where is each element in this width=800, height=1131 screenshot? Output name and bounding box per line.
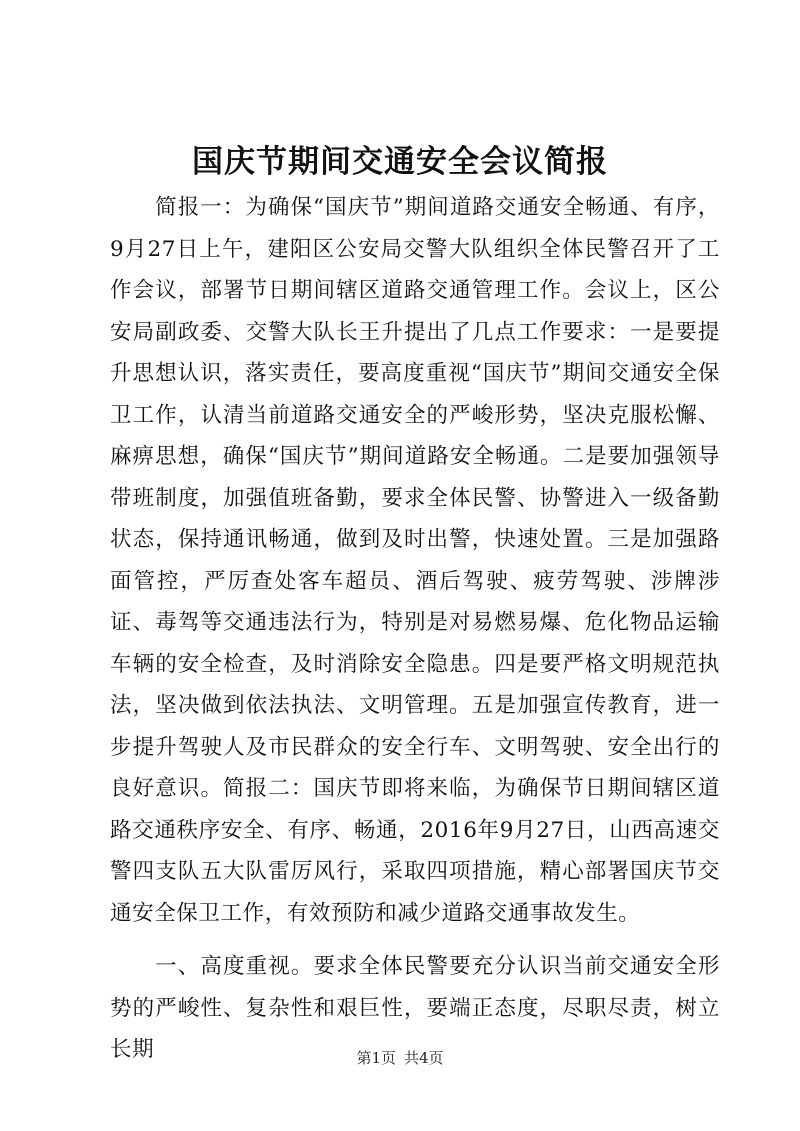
page-footer	[0, 1048, 800, 1068]
page-total: 共4页	[404, 1049, 444, 1067]
document-body	[110, 187, 720, 1071]
document-title: 国庆节期间交通安全会议简报	[192, 144, 608, 180]
paragraph-2: 一、高度重视。要求全体民警要充分认识当前交通安全形势的严峻性、复杂性和艰巨性，要端正态度，尽职尽责，树立长期	[110, 954, 720, 1062]
paragraph-1: 简报一：为确保“国庆节”期间道路交通安全畅通、有序，9月27日上午，建阳区公安局交警大队组织全体民警召开了工作会议，部署节日期间辖区道路交通管理工作。会议上，区公安局副政委、交警大队长王升提出了几点工作要求：一是要提升思想认识，落实责任，要高度重视“国庆节”期间交通安全保卫工作，认清当前道路交通安全的严峻形势，坚决克服松懈、麻痹思想，确保“国庆节”期间道路安全畅通。二是要加强领导带班制度，加强值班备勤，要求全体民警、协警进入一级备勤状态，保持通讯畅通，做到及时出警，快速处置。三是加强路面管控，严厉查处客车超员、酒后驾驶、疲劳驾驶、涉牌涉证、毒驾等交通违法行为，特别是对易燃易爆、危化物品运输车辆的安全检查，及时消除安全隐患。四是要严格文明规范执法，坚决做到依法执法、文明管理。五是加强宣传教育，进一步提升驾驶人及市民群众的安全行车、文明驾驶、安全出行的良好意识。简报二：国庆节即将来临，为确保节日期间辖区道路交通秩序安全、有序、畅通，2016年9月27日，山西高速交警四支队五大队雷厉风行，采取四项措施，精心部署国庆节交通安全保卫工作，有效预防和减少道路交通事故发生。	[110, 195, 720, 926]
page-number: 第1页	[356, 1049, 396, 1067]
